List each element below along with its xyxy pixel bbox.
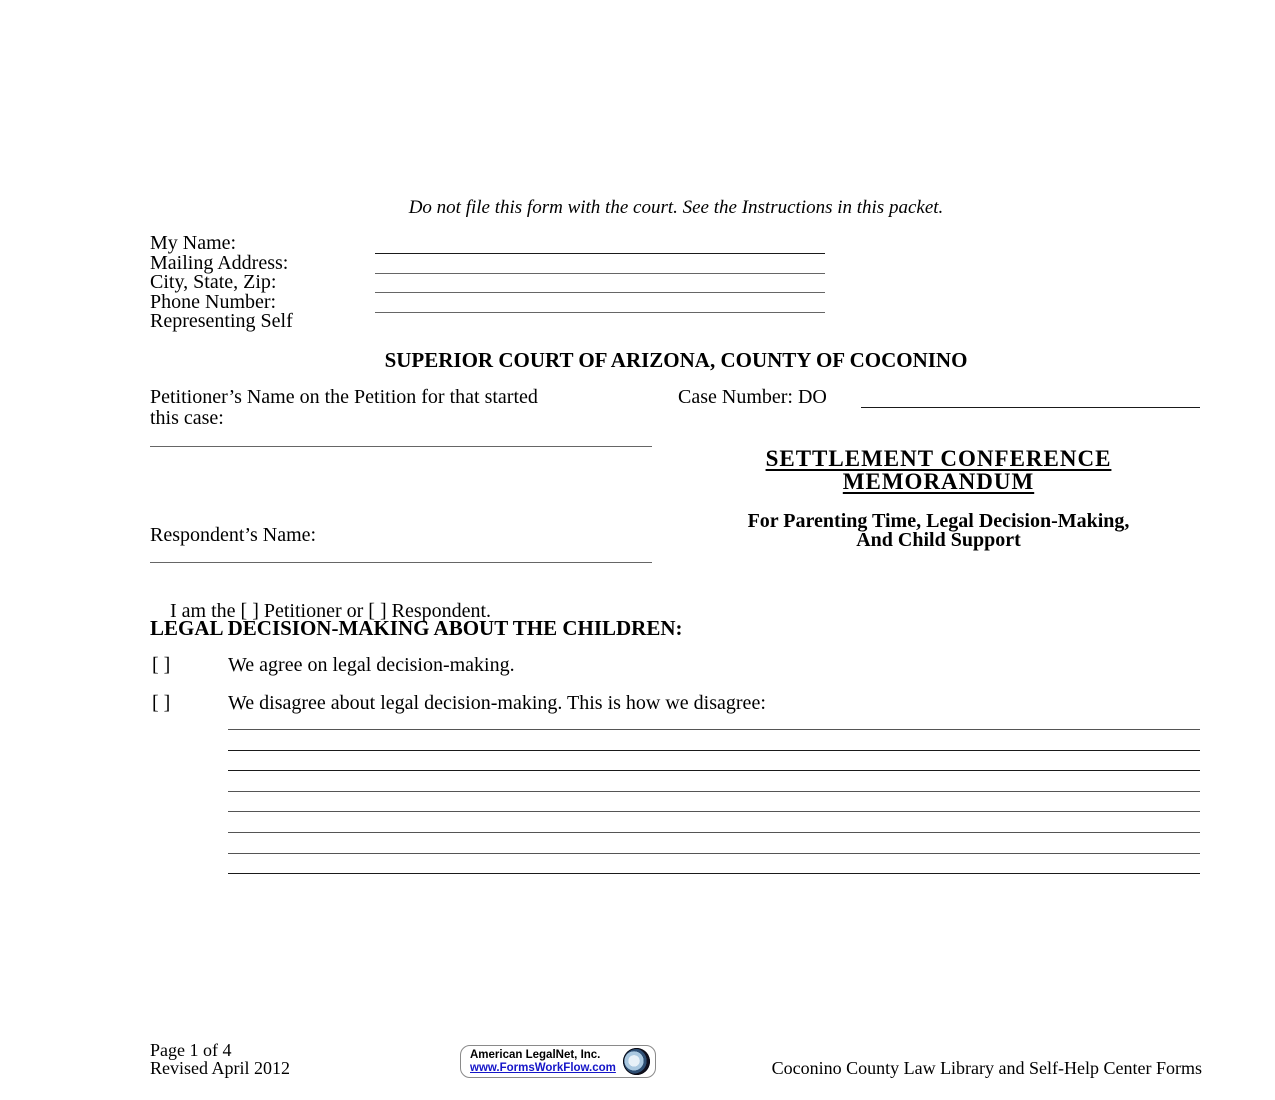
mailing-address-label: Mailing Address: [150,251,289,274]
footer-right-text: Coconino County Law Library and Self-Help Center Forms [771,1058,1202,1078]
city-state-zip-input-line[interactable] [375,292,825,293]
writing-line[interactable] [228,770,1200,791]
writing-line[interactable] [228,873,1200,894]
petitioner-label-line1: Petitioner’s Name on the Petition for that started [150,386,538,408]
page-number: Page 1 of 4 [150,1040,232,1060]
memo-subtitle-line1: For Parenting Time, Legal Decision-Making, [747,510,1130,532]
petitioner-option-label: Petitioner or [258,600,369,622]
phone-number-input-line[interactable] [375,312,825,313]
respondent-option-label: Respondent. [386,600,492,622]
case-number-input-line[interactable] [861,407,1200,408]
formsworkflow-link[interactable]: www.FormsWorkFlow.com [470,1061,616,1074]
writing-line[interactable] [228,750,1200,771]
memo-title-line1: SETTLEMENT CONFERENCE [765,446,1112,471]
respondent-label: Respondent’s Name: [150,524,317,546]
memo-subtitle [675,512,1202,550]
petitioner-label-line2: this case: [150,407,224,429]
do-not-file-instruction: Do not file this form with the court. See the Instructions in this packet. [408,197,944,218]
revision-date: Revised April 2012 [150,1058,290,1078]
my-name-label: My Name: [150,232,237,254]
logo-company-name: American LegalNet, Inc. [470,1048,601,1061]
identity-prefix: I am the [170,600,241,622]
mailing-address-input-line[interactable] [375,273,825,274]
memo-title-line2: MEMORANDUM [842,469,1035,494]
memo-title [675,447,1202,493]
memo-subtitle-line2: And Child Support [856,529,1021,551]
agree-checkbox[interactable]: [ ] [152,654,171,676]
disagree-option-label: We disagree about legal decision-making. This is how we disagree: [228,692,766,714]
writing-line[interactable] [228,791,1200,812]
respondent-name-input-line[interactable] [150,562,652,563]
logo-text [470,1049,616,1075]
disagree-checkbox[interactable]: [ ] [152,692,171,714]
phone-number-label: Phone Number: [150,290,277,313]
writing-line[interactable] [228,832,1200,853]
writing-line[interactable] [228,853,1200,874]
court-title: SUPERIOR COURT OF ARIZONA, COUNTY OF COCONINO [384,348,968,372]
respondent-checkbox[interactable]: [ ] [368,600,387,622]
petitioner-checkbox[interactable]: [ ] [240,600,259,622]
representing-self-label: Representing Self [150,310,293,333]
globe-icon [619,1044,653,1078]
agree-option-label: We agree on legal decision-making. [228,654,515,676]
legal-decision-making-heading: LEGAL DECISION-MAKING ABOUT THE CHILDREN: [150,616,683,640]
american-legalnet-logo [460,1045,656,1078]
petitioner-name-input-line[interactable] [150,446,652,447]
writing-lines [228,729,1200,894]
writing-line[interactable] [228,811,1200,832]
my-name-input-line[interactable] [375,253,825,254]
case-number-label: Case Number: DO [678,386,827,408]
writing-line[interactable] [228,729,1200,750]
city-state-zip-label: City, State, Zip: [150,271,277,294]
